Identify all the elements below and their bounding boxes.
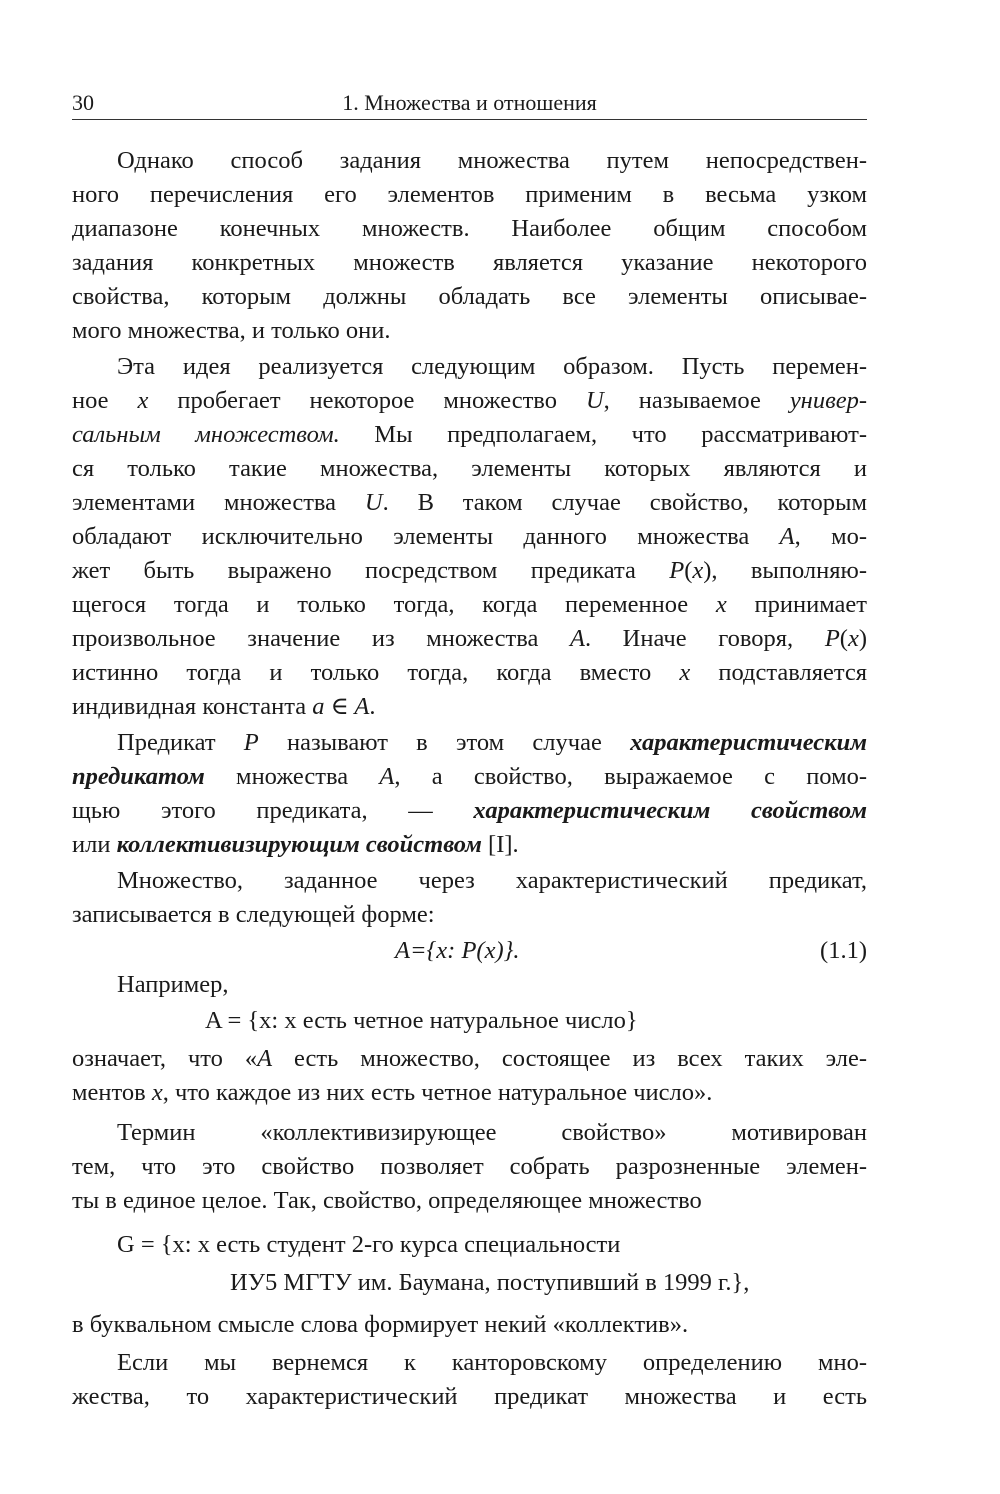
paragraph-line: произвольное значение из множества A. Иначе говоря, P(x) <box>72 625 867 652</box>
paragraph-line: жет быть выражено посредством предиката P(x), выполняю- <box>72 557 867 584</box>
paragraph-line: ментов x, что каждое из них есть четное натуральное число». <box>72 1079 713 1106</box>
term-universal-set: сальным множеством. <box>72 421 340 448</box>
running-title: 1. Множества и отношения <box>342 90 597 115</box>
paragraph-line: Предикат P называют в этом случае характеристическим <box>117 729 867 756</box>
equation-number: (1.1) <box>820 937 867 964</box>
paragraph-line: сальным множеством. Мы предполагаем, что рассматривают- <box>72 421 867 448</box>
formula-1-1: A={x: P(x)}. <box>395 937 520 964</box>
formula-G-line2: ИУ5 МГТУ им. Баумана, поступивший в 1999 г.}, <box>230 1269 750 1296</box>
paragraph-line: ты в единое целое. Так, свойство, определяющее множество <box>72 1187 702 1214</box>
page-header <box>72 90 867 120</box>
paragraph-line: или коллективизирующим свойством [I]. <box>72 831 519 858</box>
term-universal-set: универ- <box>789 387 868 414</box>
paragraph-line: щегося тогда и только тогда, когда переменное x принимает <box>72 591 867 618</box>
paragraph-line: мого множества, и только они. <box>72 317 391 344</box>
paragraph-line: обладают исключительно элементы данного множества A, мо- <box>72 523 867 550</box>
term-predicate: предикатом <box>72 763 205 790</box>
paragraph-line: диапазоне конечных множеств. Наиболее общим способом <box>72 215 867 242</box>
paragraph-line: означает, что «A есть множество, состоящее из всех таких эле- <box>72 1045 868 1072</box>
term-characteristic-property: характеристическим свойством <box>473 797 867 824</box>
paragraph-line: тем, что это свойство позволяет собрать разрозненные элемен- <box>72 1153 867 1180</box>
paragraph-line: в буквальном смысле слова формирует некий «коллектив». <box>72 1311 689 1338</box>
paragraph-line: предикатом множества A, а свойство, выражаемое с помо- <box>72 763 867 790</box>
paragraph-line: Эта идея реализуется следующим образом. Пусть перемен- <box>117 353 867 380</box>
term-characteristic: характеристическим <box>630 729 867 756</box>
paragraph-line: Например, <box>117 971 229 998</box>
paragraph-line: задания конкретных множеств является указание некоторого <box>72 249 867 276</box>
paragraph-line: Однако способ задания множества путем непосредствен- <box>117 147 867 174</box>
formula-example-A: A = {x: x есть четное натуральное число} <box>205 1007 638 1034</box>
paragraph-line: индивидная константа a ∈ A. <box>72 693 376 720</box>
paragraph-line: записывается в следующей форме: <box>72 901 435 928</box>
header-rule <box>72 119 867 120</box>
paragraph-line: элементами множества U. В таком случае свойство, которым <box>72 489 867 516</box>
paragraph-line: ное x пробегает некоторое множество U, называемое универ- <box>72 387 868 414</box>
paragraph-line: Термин «коллективизирующее свойство» мотивирован <box>117 1119 867 1146</box>
page-number: 30 <box>72 90 94 115</box>
paragraph-line: Множество, заданное через характеристический предикат, <box>117 867 867 894</box>
paragraph-line: свойства, которым должны обладать все элементы описывае- <box>72 283 867 310</box>
paragraph-line: ся только такие множества, элементы которых являются и <box>72 455 867 482</box>
paragraph-line: истинно тогда и только тогда, когда вместо x подставляется <box>72 659 868 686</box>
paragraph-line: ного перечисления его элементов применим в весьма узком <box>72 181 867 208</box>
paragraph-line: Если мы вернемся к канторовскому определению мно- <box>117 1349 867 1376</box>
term-collectivizing-property: коллективизирующим свойством <box>116 831 482 858</box>
paragraph-line: жества, то характеристический предикат множества и есть <box>72 1383 867 1410</box>
formula-G-line1: G = {x: x есть студент 2-го курса специальности <box>117 1231 621 1258</box>
paragraph-line: щью этого предиката, — характеристическим свойством <box>72 797 867 824</box>
